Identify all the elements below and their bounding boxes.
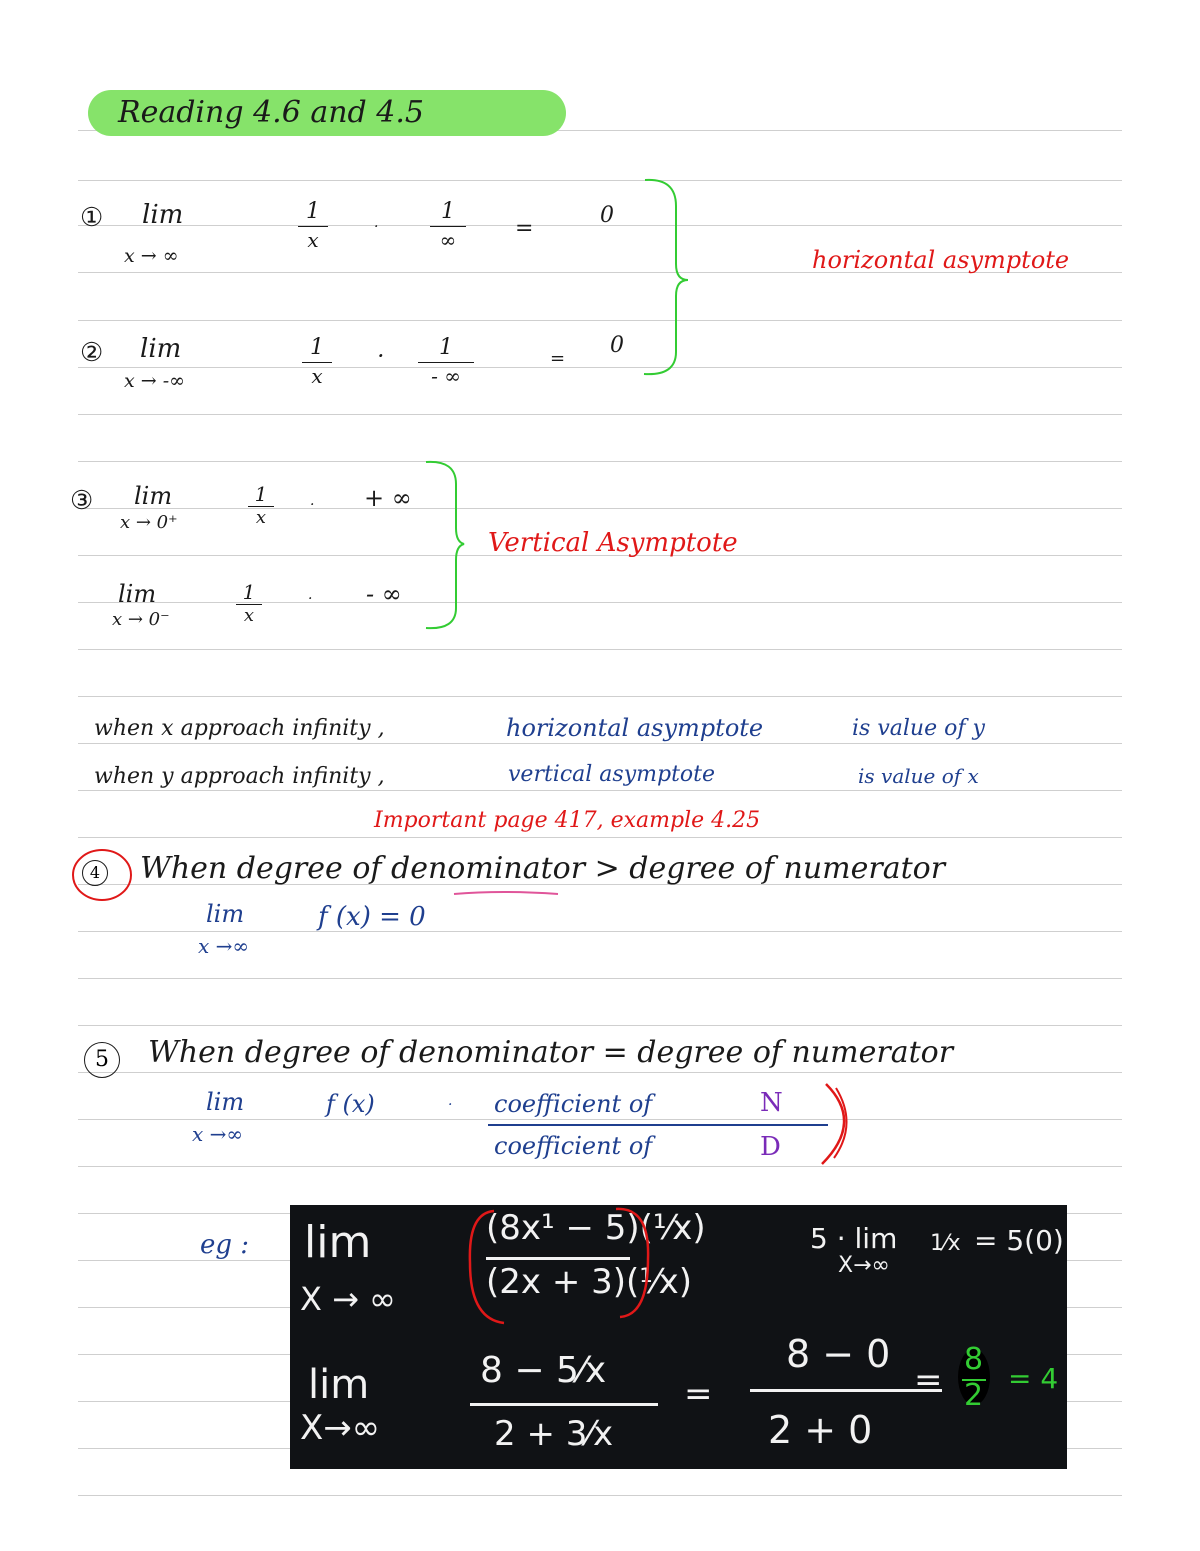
note-line-1-b: horizontal asymptote bbox=[506, 714, 764, 742]
rule-line bbox=[78, 414, 1122, 415]
board-result: = 4 bbox=[1008, 1362, 1059, 1395]
lim-4-subscript: x → 0⁻ bbox=[112, 609, 170, 630]
coefficient-d-letter: D bbox=[760, 1132, 781, 1162]
denominator: x bbox=[243, 605, 255, 626]
lim-rule-4: lim bbox=[206, 900, 245, 928]
fraction-1x-2 bbox=[302, 336, 332, 387]
pink-underline bbox=[452, 886, 562, 900]
equals-dot: · bbox=[308, 591, 313, 607]
denominator: x bbox=[307, 228, 319, 252]
lim-2-subscript: x → -∞ bbox=[124, 370, 185, 392]
result-zero-1: 0 bbox=[600, 203, 614, 228]
rule-line bbox=[78, 1166, 1122, 1167]
vertical-asymptote-label: Vertical Asymptote bbox=[488, 528, 738, 558]
fraction-1-neg-inf bbox=[418, 336, 474, 387]
board-result-denominator: 2 bbox=[964, 1378, 984, 1413]
rule-line bbox=[78, 602, 1122, 603]
red-parenthesis-mark bbox=[812, 1078, 870, 1170]
board-lim-2: lim bbox=[308, 1362, 370, 1408]
note-line-1-a: when x approach infinity , bbox=[94, 716, 385, 741]
green-brace-horizontal bbox=[640, 176, 690, 380]
rule-line bbox=[78, 931, 1122, 932]
board-denominator-2: 2 + 3⁄x bbox=[494, 1414, 614, 1454]
rule-4-result: f (x) = 0 bbox=[318, 902, 426, 932]
rule-line bbox=[78, 320, 1122, 321]
rule-line bbox=[78, 790, 1122, 791]
rule-line bbox=[78, 1025, 1122, 1026]
lim-rule-5: lim bbox=[206, 1088, 245, 1116]
coefficient-numerator: coefficient of bbox=[494, 1090, 653, 1118]
board-numerator-3: 8 − 0 bbox=[786, 1332, 891, 1376]
equals-dot: · bbox=[374, 219, 379, 235]
board-lim: lim bbox=[304, 1217, 372, 1268]
result-neg-inf: - ∞ bbox=[366, 580, 402, 608]
numerator: 1 bbox=[242, 580, 256, 604]
rule-line bbox=[78, 180, 1122, 181]
lim-3: lim bbox=[134, 482, 173, 510]
coefficient-n-letter: N bbox=[760, 1088, 783, 1118]
board-numerator-1: (8x¹ − 5)(¹⁄x) bbox=[486, 1208, 706, 1248]
fraction-1-inf bbox=[430, 200, 466, 251]
rule-line bbox=[78, 1072, 1122, 1073]
board-lim-2-subscript: X→∞ bbox=[300, 1408, 381, 1448]
rule-line bbox=[78, 743, 1122, 744]
rule-line bbox=[78, 461, 1122, 462]
rule-line bbox=[78, 649, 1122, 650]
rule-5-text: When degree of denominator = degree of numerator bbox=[148, 1035, 954, 1070]
denominator: x bbox=[255, 507, 267, 528]
example-blackboard bbox=[290, 1205, 1067, 1469]
board-lim-subscript: X → ∞ bbox=[300, 1280, 396, 1318]
item-number-4: 4 bbox=[82, 860, 108, 886]
denominator: x bbox=[311, 364, 323, 388]
page-title: Reading 4.6 and 4.5 bbox=[118, 95, 424, 130]
item-number-5: 5 bbox=[84, 1042, 120, 1078]
item-number-2: ② bbox=[80, 338, 104, 368]
result-pos-inf: + ∞ bbox=[364, 484, 412, 512]
note-line-2-a: when y approach infinity , bbox=[94, 764, 385, 789]
board-side-fraction: 1⁄x bbox=[930, 1231, 961, 1256]
lim-1: lim bbox=[142, 200, 184, 230]
rule-4-text: When degree of denominator > degree of numerator bbox=[140, 851, 946, 886]
coefficient-denominator: coefficient of bbox=[494, 1132, 653, 1160]
lim-3-subscript: x → 0⁺ bbox=[120, 512, 178, 533]
board-denominator-1: (2x + 3)(¹⁄x) bbox=[486, 1262, 692, 1302]
example-label: eg : bbox=[200, 1230, 250, 1260]
equals-sign: = bbox=[515, 216, 534, 241]
equals-dot: · bbox=[378, 346, 384, 365]
numerator: 1 bbox=[439, 335, 453, 360]
note-line-2-b: vertical asymptote bbox=[508, 762, 716, 787]
important-note: Important page 417, example 4.25 bbox=[374, 808, 761, 833]
numerator: 1 bbox=[254, 482, 268, 506]
equals-sign: = bbox=[550, 348, 566, 369]
note-line-2-c: is value of x bbox=[858, 764, 979, 788]
fraction-bar bbox=[488, 1124, 828, 1126]
item-number-1: ① bbox=[80, 203, 104, 233]
item-number-3: ③ bbox=[70, 486, 94, 516]
green-brace-vertical bbox=[422, 458, 466, 634]
board-equals: = bbox=[684, 1374, 713, 1414]
fraction-1x-3 bbox=[248, 484, 274, 527]
board-numerator-2: 8 − 5⁄x bbox=[480, 1350, 607, 1391]
lim-rule-4-subscript: x →∞ bbox=[198, 934, 250, 958]
lim-2: lim bbox=[140, 334, 182, 364]
lim-rule-5-subscript: x →∞ bbox=[192, 1122, 244, 1146]
numerator: 1 bbox=[306, 199, 320, 224]
denominator: ∞ bbox=[439, 228, 457, 252]
red-bracket-annotation bbox=[460, 1205, 670, 1331]
lim-1-subscript: x → ∞ bbox=[124, 245, 179, 267]
equals-dot: · bbox=[448, 1097, 453, 1113]
rule-line bbox=[78, 1495, 1122, 1496]
fraction-1x-4 bbox=[236, 582, 262, 625]
board-side-subscript: X→∞ bbox=[838, 1253, 890, 1278]
board-result-numerator: 8 bbox=[964, 1342, 984, 1377]
denominator: - ∞ bbox=[431, 364, 461, 388]
board-equals-2: = bbox=[914, 1360, 943, 1400]
numerator: 1 bbox=[310, 335, 324, 360]
rule-line bbox=[78, 837, 1122, 838]
fraction-1x bbox=[298, 200, 328, 251]
board-fraction-bar-2 bbox=[470, 1403, 658, 1406]
board-denominator-3: 2 + 0 bbox=[768, 1408, 873, 1452]
lim-4: lim bbox=[118, 580, 157, 608]
rule-5-fx: f (x) bbox=[326, 1090, 375, 1118]
board-side-lim: 5 · lim bbox=[810, 1222, 898, 1255]
rule-line bbox=[78, 508, 1122, 509]
horizontal-asymptote-label: horizontal asymptote bbox=[812, 246, 1070, 274]
board-side-result: = 5(0) bbox=[974, 1224, 1064, 1257]
numerator: 1 bbox=[441, 199, 455, 224]
rule-line bbox=[78, 696, 1122, 697]
equals-dot: · bbox=[310, 497, 315, 513]
result-zero-2: 0 bbox=[610, 333, 624, 358]
note-line-1-c: is value of y bbox=[852, 716, 985, 741]
rule-line bbox=[78, 1119, 1122, 1120]
rule-line bbox=[78, 367, 1122, 368]
rule-line bbox=[78, 978, 1122, 979]
